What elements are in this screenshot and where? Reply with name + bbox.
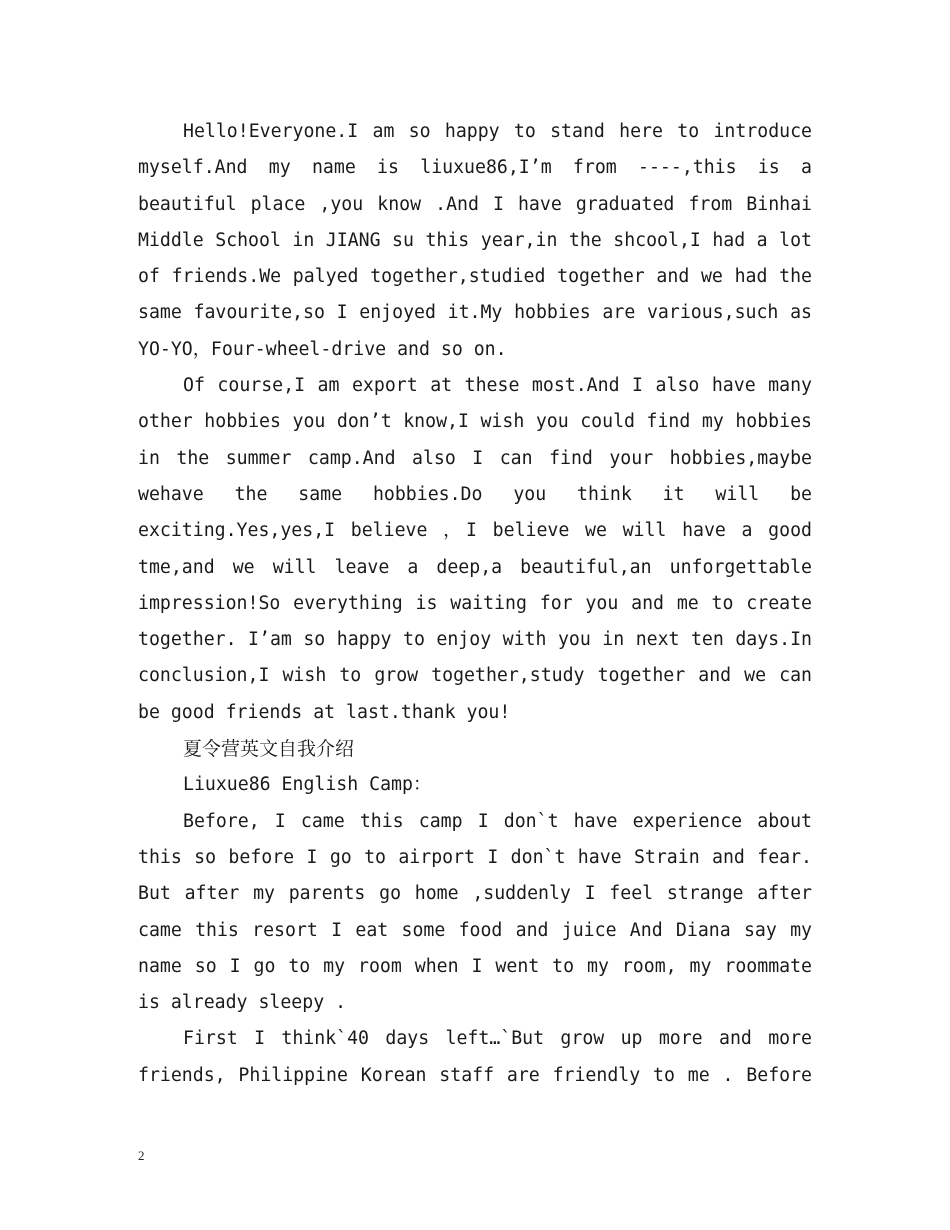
paragraph-camp-friends: First I think`40 days left…`But grow up more and more friends, Philippine Korean staff are friendly to me . Before: [138, 1028, 812, 1086]
document-body: [138, 114, 812, 1094]
section-title: 夏令营英文自我介绍: [183, 738, 355, 761]
page-number: 2: [138, 1148, 145, 1163]
paragraph-hobbies: Of course,I am export at these most.And I also have many other hobbies you don’t know,I wish you could find my hobbies in the summer camp.And also I can find your hobbies,maybe wehave the same hobbies.Do you think it will be exciting.Yes,yes,I believe ，I believe we will have a good tme,and we will leave a deep,a beautiful,an unforgettable impression!So everything is waiting for you and me to create together. I’am so happy to enjoy with you in next ten days.In conclusion,I wish to grow together,study together and we can be good friends at last.thank you!: [138, 375, 812, 723]
section-subtitle: Liuxue86 English Camp：: [183, 774, 432, 796]
paragraph-introduction: Hello!Everyone.I am so happy to stand here to introduce myself.And my name is liuxue86,I’m from ----,this is a beautiful place ,you know .And I have graduated from Binhai Middle School in JIANG su this year,in the shcool,I had a lot of friends.We palyed together,studied together and we had the same favourite,so I enjoyed it.My hobbies are various,such as YO-YO，Four-wheel-drive and so on.: [138, 121, 812, 360]
paragraph-camp-arrival: Before, I came this camp I don`t have experience about this so before I go to airport I don`t have Strain and fear. But after my parents go home ,suddenly I feel strange after came this resort I eat some food and juice And Diana say my name so I go to my room when I went to my room, my roommate is already sleepy .: [138, 810, 812, 1014]
